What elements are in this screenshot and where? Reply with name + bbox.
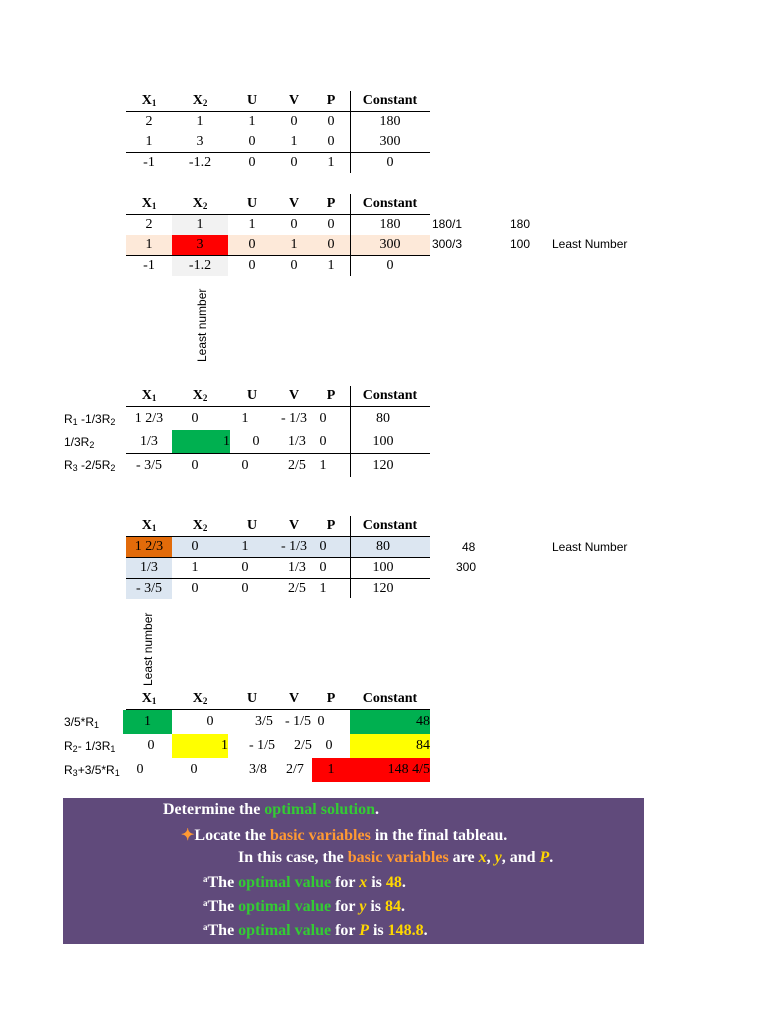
- table-cell: 100: [372, 560, 394, 575]
- table-cell: 1/3: [140, 434, 158, 449]
- table-row: [126, 758, 430, 782]
- table-row: [126, 406, 430, 430]
- header-constant: Constant: [362, 196, 418, 211]
- column-divider: [350, 516, 351, 598]
- table-cell: 0: [325, 738, 333, 753]
- table-cell: 1: [248, 217, 256, 232]
- row-operation-label: $R_3$ $-2/5R_2$: [64, 458, 116, 473]
- header-p: P: [326, 388, 336, 403]
- table-row: [126, 256, 430, 276]
- column-divider: [350, 91, 351, 173]
- table-cell: 0: [241, 581, 249, 596]
- table-cell: -1.2: [172, 256, 228, 276]
- table-row: [126, 153, 430, 173]
- highlight-cell: 1: [172, 734, 228, 758]
- table-cell: -1: [143, 155, 155, 170]
- table-cell: 1/3: [126, 558, 172, 578]
- table-cell: 0: [241, 458, 249, 473]
- table-cell: 80: [376, 411, 390, 426]
- header-x1: $X_1$: [141, 388, 157, 403]
- table-cell: 80: [376, 539, 390, 554]
- header-v: V: [288, 691, 300, 706]
- header-constant: Constant: [362, 388, 418, 403]
- table-cell: 0: [327, 114, 335, 129]
- table-cell: 0: [317, 714, 325, 729]
- header-x1: $X_1$: [141, 196, 157, 211]
- table-cell: 120: [372, 581, 394, 596]
- summary-line-1: Determine the optimal solution.: [163, 801, 379, 818]
- table-cell: 1: [248, 114, 256, 129]
- table-row: [126, 558, 430, 579]
- table-cell: 0: [147, 738, 155, 753]
- bullet-icon: a: [203, 874, 208, 884]
- table-cell: - 3/5: [135, 458, 163, 473]
- table-cell: 1/3: [288, 434, 306, 449]
- column-divider: [350, 194, 351, 276]
- header-p: P: [326, 518, 336, 533]
- bullet-icon: a: [203, 898, 208, 908]
- star-bullet-icon: ✦: [181, 827, 195, 844]
- table-cell: 0: [191, 411, 199, 426]
- table-cell: 1 2/3: [134, 411, 164, 426]
- header-constant: Constant: [362, 518, 418, 533]
- table-cell: 0: [327, 237, 335, 252]
- table-cell: 0: [190, 762, 198, 777]
- ratio-label: 180/1: [432, 217, 463, 231]
- table-cell: 0: [290, 114, 298, 129]
- table-cell: 0: [327, 134, 335, 149]
- table-cell: 0: [136, 762, 144, 777]
- row-operation-label: $R_2-$ $1/3R_1$: [64, 739, 116, 754]
- highlight-cell: 48: [350, 710, 430, 734]
- header-x2: $X_2$: [192, 93, 208, 108]
- table-cell: 0: [327, 217, 335, 232]
- tableau-header-row: [126, 194, 430, 214]
- table-cell: 0: [191, 539, 199, 554]
- table-cell: 2: [145, 217, 153, 232]
- table-cell: 0: [241, 560, 249, 575]
- tableau-header-row: [126, 689, 430, 709]
- table-cell: 1: [319, 581, 327, 596]
- table-row: [126, 709, 430, 734]
- table-cell: 180: [379, 114, 401, 129]
- table-cell: 0: [319, 434, 327, 449]
- tableau-4: [126, 516, 430, 599]
- table-cell: 0: [248, 134, 256, 149]
- ratio-label: 300/3: [432, 237, 463, 251]
- table-cell: 0: [290, 258, 298, 273]
- table-cell: 2/5: [294, 738, 312, 753]
- table-cell: 2/7: [286, 762, 304, 777]
- ratio-result: 300: [456, 560, 477, 574]
- least-number-row-label: Least Number: [552, 540, 628, 554]
- table-row: [126, 579, 430, 599]
- table-cell: 1: [327, 258, 335, 273]
- table-cell: 1: [145, 134, 153, 149]
- least-number-column-label: Least number: [141, 612, 155, 686]
- table-cell: 0: [248, 258, 256, 273]
- header-u: U: [246, 388, 258, 403]
- table-row: [126, 454, 430, 477]
- table-cell: 1: [241, 411, 249, 426]
- row-operation-label: $3/5*R_1$: [64, 715, 100, 730]
- table-cell: 3/5: [255, 714, 273, 729]
- table-cell: 100: [372, 434, 394, 449]
- table-cell: 0: [248, 237, 256, 252]
- header-u: U: [246, 691, 258, 706]
- header-constant: Constant: [362, 691, 418, 706]
- table-row: [126, 132, 430, 153]
- table-cell: 1/3: [288, 560, 306, 575]
- highlight-cell: 148 4/5: [350, 758, 430, 782]
- table-cell: 0: [191, 581, 199, 596]
- header-p: P: [326, 196, 336, 211]
- ratio-result: 180: [510, 217, 531, 231]
- table-row: [126, 111, 430, 132]
- column-divider: [350, 386, 351, 477]
- table-cell: 0: [290, 217, 298, 232]
- summary-box: [63, 798, 644, 944]
- table-cell: 0: [319, 539, 327, 554]
- header-v: V: [288, 388, 300, 403]
- summary-line-2: ✦Locate the basic variables in the final tableau.: [181, 827, 508, 844]
- table-cell: 0: [386, 258, 394, 273]
- table-cell: 0: [319, 560, 327, 575]
- table-cell: - 1/5: [248, 738, 276, 753]
- table-cell: 0: [290, 155, 298, 170]
- header-x1: $X_1$: [141, 518, 157, 533]
- table-cell: 0: [206, 714, 214, 729]
- table-cell: 2/5: [288, 458, 306, 473]
- table-cell: 0: [191, 458, 199, 473]
- header-constant: Constant: [362, 93, 418, 108]
- tableau-2: [126, 194, 430, 276]
- pivot-cell: 3: [172, 235, 228, 255]
- highlight-cell: 1: [312, 758, 350, 782]
- table-cell: - 1/3: [280, 539, 308, 554]
- bullet-icon: a: [203, 922, 208, 932]
- header-u: U: [246, 196, 258, 211]
- ratio-result: 100: [510, 237, 531, 251]
- table-cell: 1: [290, 134, 298, 149]
- table-cell: 180: [379, 217, 401, 232]
- pivot-cell: 1 2/3: [126, 537, 172, 557]
- highlight-cell: 84: [350, 734, 430, 758]
- tableau-5: [126, 689, 430, 782]
- table-cell: -1.2: [188, 155, 212, 170]
- table-cell: 1: [191, 560, 199, 575]
- summary-line-5: $^a$The optimal value for y is 84.: [203, 898, 405, 915]
- header-v: V: [288, 518, 300, 533]
- table-cell: 3: [196, 134, 204, 149]
- header-x2: $X_2$: [192, 691, 208, 706]
- table-cell: 1: [145, 237, 153, 252]
- row-operation-label: $1/3R_2$: [64, 435, 95, 450]
- row-operation-label: $R_3+3/5*R_1$: [64, 763, 120, 778]
- header-u: U: [246, 518, 258, 533]
- table-cell: 0: [386, 155, 394, 170]
- summary-line-3: In this case, the basic variables are x, y, and P.: [238, 849, 554, 866]
- table-cell: 1: [327, 155, 335, 170]
- table-cell: 0: [252, 434, 260, 449]
- table-cell: 2: [145, 114, 153, 129]
- pivot-cell: 1: [172, 430, 230, 453]
- table-cell: 1: [172, 215, 228, 235]
- header-u: U: [246, 93, 258, 108]
- header-x2: $X_2$: [192, 388, 208, 403]
- header-x2: $X_2$: [192, 518, 208, 533]
- tableau-3: [126, 386, 430, 477]
- summary-line-4: $^a$The optimal value for x is 48.: [203, 874, 406, 891]
- table-row-pivot: [126, 536, 430, 558]
- table-cell: 1: [196, 114, 204, 129]
- table-cell: - 3/5: [126, 579, 172, 599]
- table-cell: 120: [372, 458, 394, 473]
- table-cell: 0: [248, 155, 256, 170]
- header-v: V: [288, 196, 300, 211]
- header-v: V: [288, 93, 300, 108]
- least-number-column-label: Least number: [195, 288, 209, 362]
- header-p: P: [326, 93, 336, 108]
- table-row: [126, 214, 430, 235]
- table-row: [126, 430, 430, 454]
- table-row: [126, 734, 430, 758]
- table-cell: 0: [319, 411, 327, 426]
- table-cell: 1: [290, 237, 298, 252]
- header-p: P: [326, 691, 336, 706]
- tableau-1: [126, 91, 430, 173]
- least-number-row-label: Least Number: [552, 237, 628, 251]
- table-cell: - 1/5: [284, 714, 312, 729]
- table-cell: 2/5: [288, 581, 306, 596]
- summary-line-6: $^a$The optimal value for P is 148.8.: [203, 922, 428, 939]
- table-cell: -1: [143, 258, 155, 273]
- header-x1: $X_1$: [141, 691, 157, 706]
- ratio-result: 48: [462, 540, 476, 554]
- row-operation-label: $R_1$ $-1/3R_2$: [64, 412, 116, 427]
- tableau-header-row: [126, 386, 430, 406]
- table-cell: 3/8: [249, 762, 267, 777]
- table-cell: 1: [319, 458, 327, 473]
- header-x1: $X_1$: [141, 93, 157, 108]
- table-cell: - 1/3: [280, 411, 308, 426]
- table-row-pivot: [126, 235, 430, 256]
- highlight-cell: 1: [123, 710, 172, 734]
- table-cell: 300: [379, 237, 401, 252]
- table-cell: 300: [379, 134, 401, 149]
- tableau-header-row: [126, 91, 430, 111]
- table-cell: 1: [241, 539, 249, 554]
- tableau-header-row: [126, 516, 430, 536]
- header-x2: $X_2$: [192, 196, 208, 211]
